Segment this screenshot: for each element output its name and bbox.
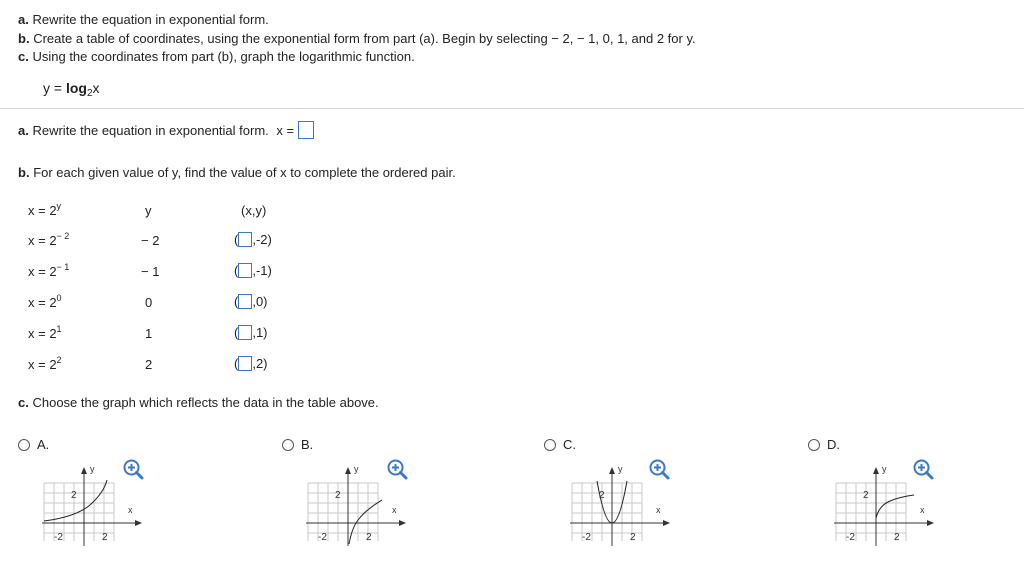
y-axis-arrow-icon xyxy=(345,467,351,474)
x-answer-box[interactable] xyxy=(238,263,252,278)
svg-text:-2: -2 xyxy=(582,532,591,543)
x-answer-box[interactable] xyxy=(238,232,252,247)
radio-button[interactable] xyxy=(18,439,30,451)
svg-text:y: y xyxy=(618,464,623,474)
y-axis-arrow-icon xyxy=(81,467,87,474)
svg-text:-2: -2 xyxy=(54,532,63,543)
exponential-form-answer-box[interactable] xyxy=(298,121,314,139)
y-axis-arrow-icon xyxy=(609,467,615,474)
radio-button[interactable] xyxy=(544,439,556,451)
svg-text:2: 2 xyxy=(102,532,108,543)
svg-text:2: 2 xyxy=(894,532,900,543)
svg-text:-2: -2 xyxy=(318,532,327,543)
y-axis-arrow-icon xyxy=(873,467,879,474)
x-answer-box[interactable] xyxy=(238,325,252,340)
equation: $y = \log_2x$ xyxy=(43,80,100,99)
svg-text:2: 2 xyxy=(71,490,77,501)
svg-text:2: 2 xyxy=(335,490,341,501)
x-axis-arrow-icon xyxy=(135,520,142,526)
header-y: y xyxy=(145,203,152,218)
svg-text:x: x xyxy=(920,505,925,515)
header-x: $x = 2^y$ xyxy=(28,201,62,218)
instruction-a: a. Rewrite the equation in exponential form. xyxy=(18,12,269,27)
header-pair: (x,y) xyxy=(241,203,267,218)
curve xyxy=(876,495,914,518)
x-axis-arrow-icon xyxy=(663,520,670,526)
svg-text:x: x xyxy=(128,505,133,515)
divider xyxy=(0,108,1024,109)
svg-text:x: x xyxy=(656,505,661,515)
part-a: a. Rewrite the equation in exponential form. x = xyxy=(18,121,314,139)
x-axis-arrow-icon xyxy=(399,520,406,526)
part-c: c. Choose the graph which reflects the data in the table above. xyxy=(18,395,379,410)
svg-text:2: 2 xyxy=(863,490,869,501)
svg-text:2: 2 xyxy=(599,490,605,501)
svg-text:y: y xyxy=(354,464,359,474)
x-answer-box[interactable] xyxy=(238,356,252,371)
svg-text:-2: -2 xyxy=(846,532,855,543)
svg-text:x: x xyxy=(392,505,397,515)
graph-option-c xyxy=(566,458,676,548)
radio-button[interactable] xyxy=(808,439,820,451)
instruction-c: c. Using the coordinates from part (b), graph the logarithmic function. xyxy=(18,49,415,64)
graph-option-b xyxy=(302,458,412,548)
part-b: b. For each given value of y, find the value of x to complete the ordered pair. xyxy=(18,165,456,180)
graph-option-d xyxy=(830,458,940,548)
svg-text:y: y xyxy=(90,464,95,474)
radio-button[interactable] xyxy=(282,439,294,451)
x-answer-box[interactable] xyxy=(238,294,252,309)
instruction-b: b. Create a table of coordinates, using the exponential form from part (a). Begin by selecting − 2, − 1, 0, 1, and 2 for y. xyxy=(18,31,696,46)
svg-text:y: y xyxy=(882,464,887,474)
graph-option-a xyxy=(38,458,148,548)
svg-text:2: 2 xyxy=(630,532,636,543)
x-axis-arrow-icon xyxy=(927,520,934,526)
svg-text:2: 2 xyxy=(366,532,372,543)
